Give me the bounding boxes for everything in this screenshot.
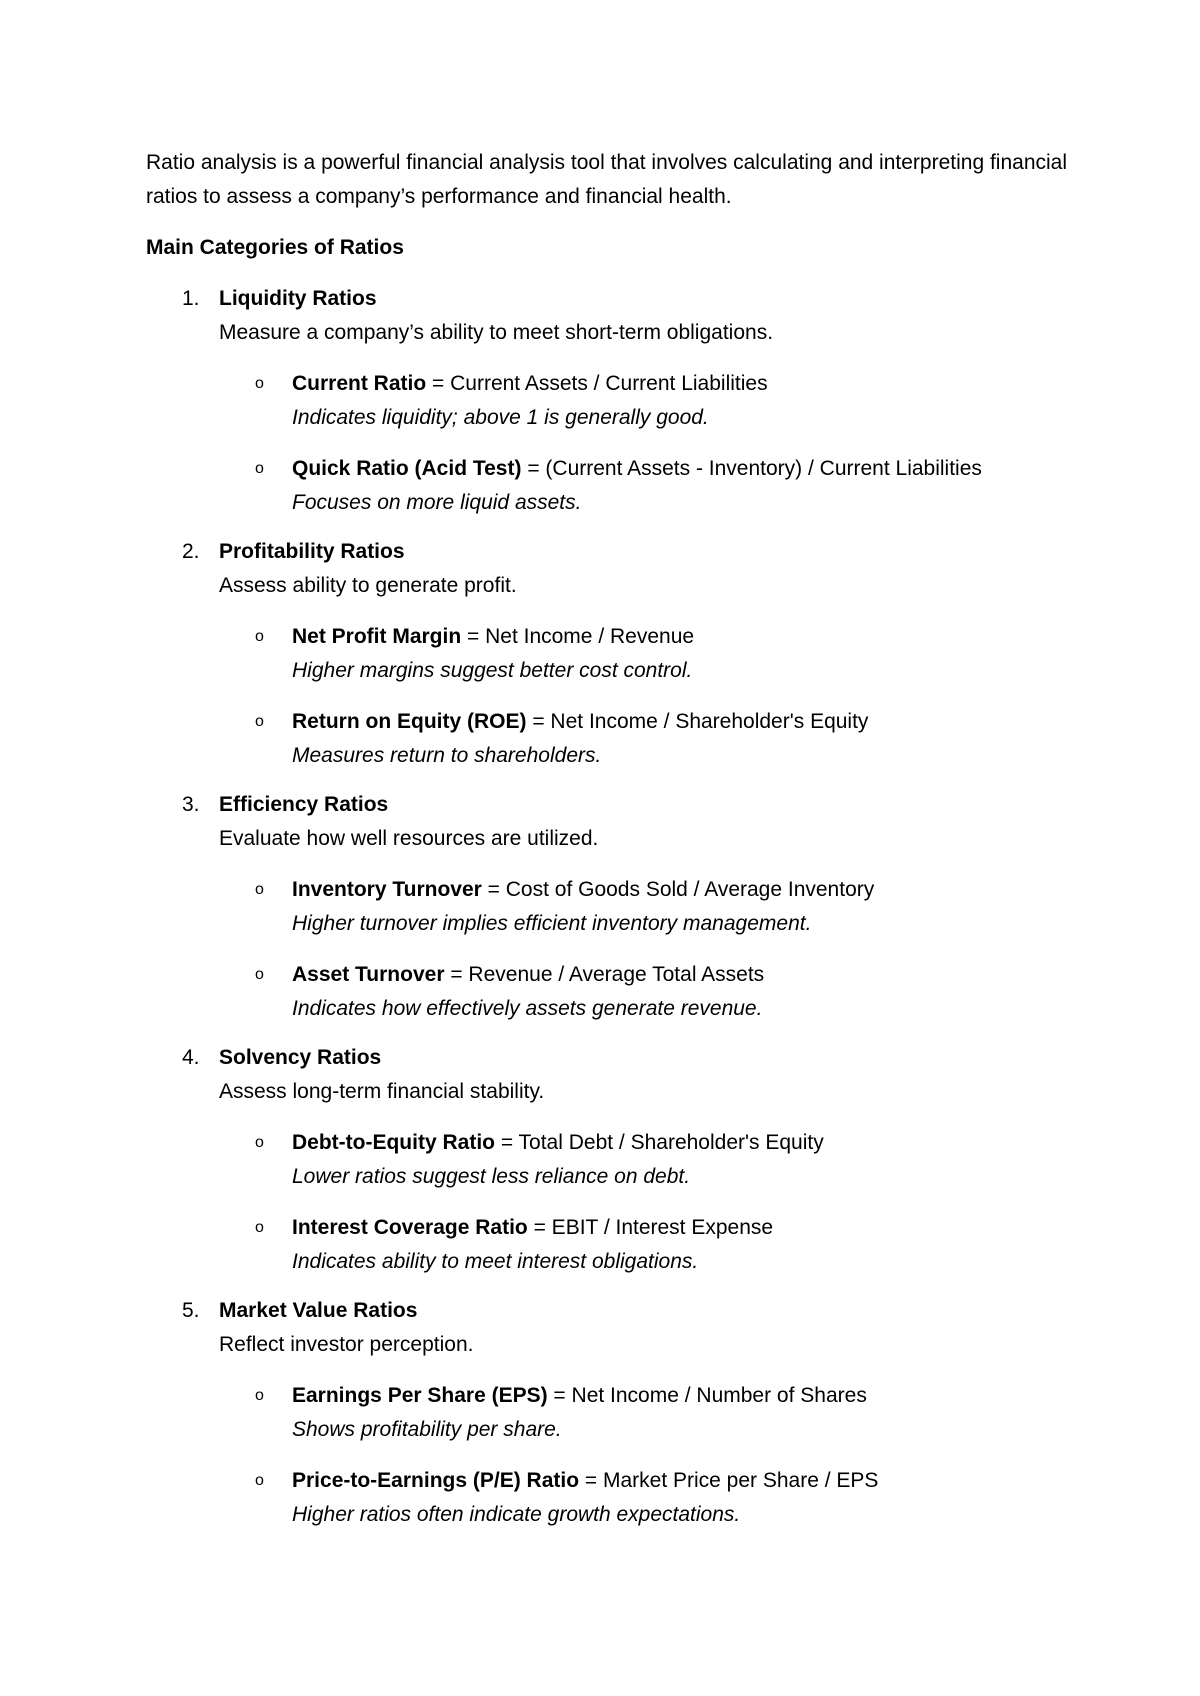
ratio-list: [219, 1126, 1146, 1279]
ratio-note: Focuses on more liquid assets.: [292, 491, 582, 514]
ratio-name: Quick Ratio (Acid Test): [292, 457, 522, 480]
ratio-definition: [292, 620, 1146, 654]
ratio-item: [219, 705, 1146, 773]
ratio-item: [219, 1126, 1146, 1194]
ratio-name: Price-to-Earnings (P/E) Ratio: [292, 1469, 580, 1492]
bullet-icon: o: [255, 1387, 264, 1404]
category-number: 3.: [182, 793, 200, 816]
ratio-name: Inventory Turnover: [292, 878, 482, 901]
ratio-note: Higher turnover implies efficient inventory management.: [292, 912, 812, 935]
ratio-definition: [292, 1211, 1146, 1245]
ratio-item: [219, 1379, 1146, 1447]
bullet-icon: o: [255, 628, 264, 645]
ratio-formula: = Current Assets / Current Liabilities: [426, 372, 768, 395]
ratio-item: [219, 367, 1146, 435]
ratio-item: [219, 620, 1146, 688]
ratio-formula: = (Current Assets - Inventory) / Current Liabilities: [521, 457, 982, 480]
ratio-definition: [292, 705, 1146, 739]
category-market-value: [146, 1294, 1146, 1532]
ratio-name: Earnings Per Share (EPS): [292, 1384, 548, 1407]
ratio-item: [219, 1211, 1146, 1279]
bullet-icon: o: [255, 460, 264, 477]
category-description: Assess ability to generate profit.: [219, 574, 517, 597]
ratio-item: [219, 873, 1146, 941]
section-heading: Main Categories of Ratios: [146, 236, 404, 259]
ratio-formula: = EBIT / Interest Expense: [527, 1216, 774, 1239]
bullet-icon: o: [255, 1134, 264, 1151]
ratio-note: Lower ratios suggest less reliance on debt.: [292, 1165, 691, 1188]
ratio-name: Asset Turnover: [292, 963, 445, 986]
category-description: Measure a company’s ability to meet short-term obligations.: [219, 321, 774, 344]
ratio-formula: = Net Income / Revenue: [461, 625, 695, 648]
ratio-name: Debt-to-Equity Ratio: [292, 1131, 495, 1154]
ratio-note: Measures return to shareholders.: [292, 744, 602, 767]
category-solvency: [146, 1041, 1146, 1279]
bullet-icon: o: [255, 881, 264, 898]
category-number: 1.: [182, 287, 200, 310]
bullet-icon: o: [255, 966, 264, 983]
ratio-definition: [292, 452, 1146, 486]
bullet-icon: o: [255, 1219, 264, 1236]
ratio-note: Indicates ability to meet interest obligations.: [292, 1250, 699, 1273]
ratio-name: Current Ratio: [292, 372, 427, 395]
ratio-formula: = Total Debt / Shareholder's Equity: [494, 1131, 824, 1154]
categories-list: [146, 282, 1146, 1547]
ratio-formula: = Net Income / Number of Shares: [547, 1384, 867, 1407]
category-description: Evaluate how well resources are utilized.: [219, 827, 599, 850]
bullet-icon: o: [255, 375, 264, 392]
ratio-definition: [292, 1379, 1146, 1413]
ratio-formula: = Revenue / Average Total Assets: [444, 963, 765, 986]
ratio-name: Interest Coverage Ratio: [292, 1216, 528, 1239]
category-title: Market Value Ratios: [219, 1299, 418, 1322]
category-description: Reflect investor perception.: [219, 1333, 474, 1356]
ratio-formula: = Cost of Goods Sold / Average Inventory: [481, 878, 875, 901]
ratio-formula: = Market Price per Share / EPS: [579, 1469, 879, 1492]
ratio-list: [219, 620, 1146, 773]
category-title: Liquidity Ratios: [219, 287, 377, 310]
category-description: Assess long-term financial stability.: [219, 1080, 545, 1103]
category-liquidity: [146, 282, 1146, 520]
ratio-definition: [292, 367, 1146, 401]
ratio-note: Shows profitability per share.: [292, 1418, 562, 1441]
ratio-note: Higher ratios often indicate growth expectations.: [292, 1503, 741, 1526]
ratio-list: [219, 367, 1146, 520]
category-number: 2.: [182, 540, 200, 563]
ratio-item: [219, 958, 1146, 1026]
ratio-definition: [292, 873, 1146, 907]
category-number: 4.: [182, 1046, 200, 1069]
ratio-list: [219, 1379, 1146, 1532]
ratio-name: Net Profit Margin: [292, 625, 462, 648]
ratio-name: Return on Equity (ROE): [292, 710, 527, 733]
category-number: 5.: [182, 1299, 200, 1322]
ratio-note: Indicates how effectively assets generate revenue.: [292, 997, 763, 1020]
bullet-icon: o: [255, 1472, 264, 1489]
category-title: Solvency Ratios: [219, 1046, 382, 1069]
ratio-note: Indicates liquidity; above 1 is generally good.: [292, 406, 709, 429]
ratio-item: [219, 452, 1146, 520]
ratio-definition: [292, 1126, 1146, 1160]
ratio-item: [219, 1464, 1146, 1532]
category-title: Profitability Ratios: [219, 540, 405, 563]
ratio-definition: [292, 1464, 1146, 1498]
bullet-icon: o: [255, 713, 264, 730]
intro-paragraph: Ratio analysis is a powerful financial analysis tool that involves calculating and interpreting financial ratios to assess a company’s performance and financial health.: [146, 151, 1068, 208]
ratio-note: Higher margins suggest better cost control.: [292, 659, 693, 682]
category-efficiency: [146, 788, 1146, 1026]
ratio-list: [219, 873, 1146, 1026]
category-title: Efficiency Ratios: [219, 793, 389, 816]
ratio-definition: [292, 958, 1146, 992]
category-profitability: [146, 535, 1146, 773]
ratio-formula: = Net Income / Shareholder's Equity: [526, 710, 869, 733]
